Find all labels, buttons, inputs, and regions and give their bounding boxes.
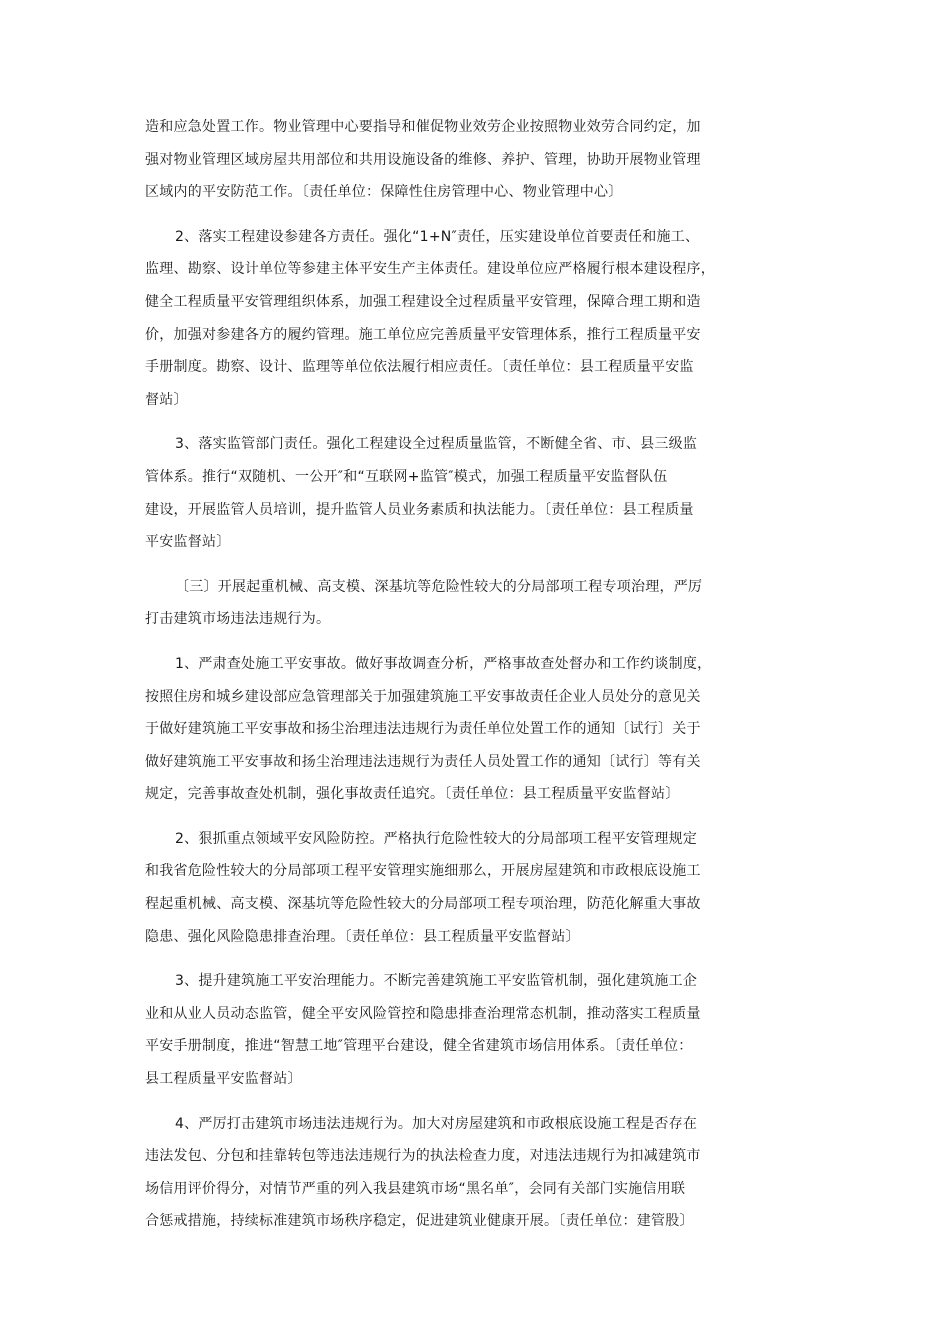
paragraph-item-3-supervision-responsibility — [145, 428, 807, 558]
text-line: 4、严厉打击建筑市场违法违规行为。加大对房屋建筑和市政根底设施工程是否存在 — [175, 1115, 698, 1132]
text-line: 3、提升建筑施工平安治理能力。不断完善建筑施工平安监管机制，强化建筑施工企 — [175, 973, 698, 990]
text-line: 和我省危险性较大的分局部项工程平安管理实施细那么，开展房屋建筑和市政根底设施工 — [145, 863, 701, 880]
text-line: 3、落实监管部门责任。强化工程建设全过程质量监管，不断健全省、市、县三级监 — [175, 436, 698, 453]
text-line: 做好建筑施工平安事故和扬尘治理违法违规行为责任人员处置工作的通知〔试行〕等有关 — [145, 753, 701, 770]
text-line: 2、落实工程建设参建各方责任。强化“1+N″责任，压实建设单位首要责任和施工、 — [175, 228, 700, 245]
text-line: 〔三〕开展起重机械、高支模、深基坑等危险性较大的分局部项工程专项治理，严厉 — [175, 578, 703, 595]
paragraph-item-1-accident-investigation — [145, 648, 807, 811]
document-body — [145, 111, 807, 1250]
text-line: 业和从业人员动态监管，健全平安风险管控和隐患排查治理常态机制，推动落实工程质量 — [145, 1005, 701, 1022]
text-line: 合惩戒措施，持续标准建筑市场秩序稳定，促进建筑业健康开展。〔责任单位：建管股〕 — [145, 1213, 694, 1230]
text-line: 2、狠抓重点领域平安风险防控。严格执行危险性较大的分局部项工程平安管理规定 — [175, 830, 698, 847]
text-line: 程起重机械、高支模、深基坑等危险性较大的分局部项工程专项治理，防范化解重大事故 — [145, 896, 701, 913]
text-line: 规定，完善事故查处机制，强化事故责任追究。〔责任单位：县工程质量平安监督站〕 — [145, 786, 680, 803]
text-line: 区域内的平安防范工作。〔责任单位：保障性住房管理中心、物业管理中心〕 — [145, 184, 623, 201]
text-line: 违法发包、分包和挂靠转包等违法违规行为的执法检查力度，对违法违规行为扣减建筑市 — [145, 1148, 701, 1165]
text-line: 督站〕 — [145, 391, 188, 408]
text-line: 手册制度。勘察、设计、监理等单位依法履行相应责任。〔责任单位：县工程质量平安监 — [145, 359, 694, 376]
paragraph-property-management — [145, 111, 807, 209]
text-line: 管体系。推行“双随机、一公开″和“互联网+监管″模式，加强工程质量平安监督队伍 — [145, 468, 668, 485]
text-line: 隐患、强化风险隐患排查治理。〔责任单位：县工程质量平安监督站〕 — [145, 928, 580, 945]
paragraph-item-3-safety-governance — [145, 965, 807, 1095]
text-line: 县工程质量平安监督站〕 — [145, 1071, 302, 1088]
text-line: 平安监督站〕 — [145, 534, 231, 551]
text-line: 打击建筑市场违法违规行为。 — [145, 611, 331, 628]
text-line: 1、严肃查处施工平安事故。做好事故调查分析，严格事故查处督办和工作约谈制度， — [175, 655, 712, 672]
text-line: 平安手册制度，推进“智慧工地″管理平台建设，健全省建筑市场信用体系。〔责任单位： — [145, 1038, 693, 1055]
paragraph-item-2-risk-control — [145, 823, 807, 953]
paragraph-section-3-heading — [145, 571, 807, 636]
text-line: 健全工程质量平安管理组织体系，加强工程建设全过程质量平安管理，保障合理工期和造 — [145, 293, 701, 310]
paragraph-item-4-market-violations — [145, 1108, 807, 1238]
paragraph-item-2-construction-responsibility — [145, 221, 807, 417]
text-line: 价，加强对参建各方的履约管理。施工单位应完善质量平安管理体系，推行工程质量平安 — [145, 326, 701, 343]
text-line: 于做好建筑施工平安事故和扬尘治理违法违规行为责任单位处置工作的通知〔试行〕关于 — [145, 721, 701, 738]
text-line: 场信用评价得分，对情节严重的列入我县建筑市场“黑名单″，会同有关部门实施信用联 — [145, 1180, 686, 1197]
text-line: 建设，开展监管人员培训，提升监管人员业务素质和执法能力。〔责任单位：县工程质量 — [145, 501, 694, 518]
text-line: 强对物业管理区域房屋共用部位和共用设施设备的维修、养护、管理，协助开展物业管理 — [145, 151, 701, 168]
text-line: 按照住房和城乡建设部应急管理部关于加强建筑施工平安事故责任企业人员处分的意见关 — [145, 688, 701, 705]
text-line: 监理、勘察、设计单位等参建主体平安生产主体责任。建设单位应严格履行根本建设程序， — [145, 261, 715, 278]
text-line: 造和应急处置工作。物业管理中心要指导和催促物业效劳企业按照物业效劳合同约定，加 — [145, 119, 701, 135]
